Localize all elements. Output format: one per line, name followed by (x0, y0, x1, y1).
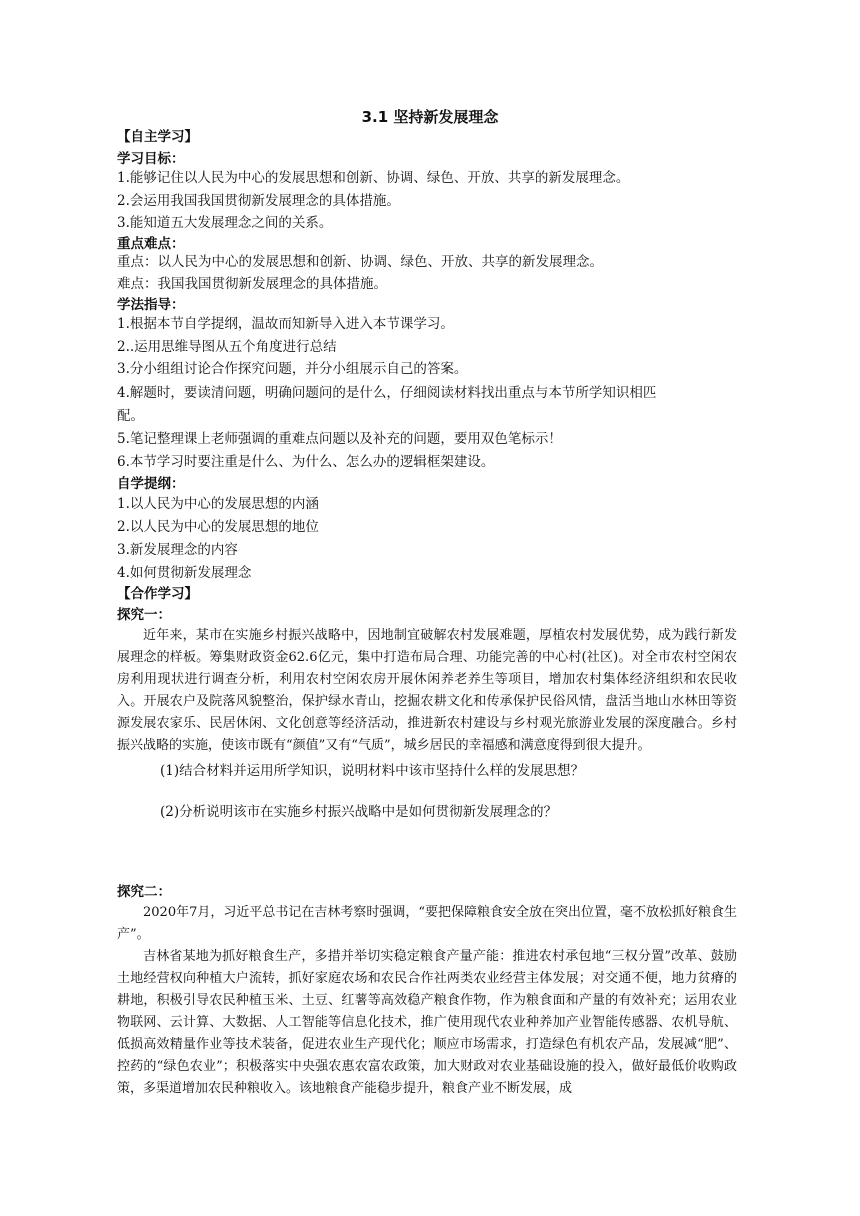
goal-item: 2.会运用我国我国贯彻新发展理念的具体措施。 (117, 193, 400, 209)
outline-heading: 自学提纲： (117, 476, 185, 492)
inquiry-two-paragraph-1: 2020年7月，习近平总书记在吉林考察时强调，“要把保障粮食安全放在突出位置，毫不放松抓好粮食生产”。 (117, 905, 738, 942)
inquiry-one-material (117, 625, 737, 757)
key-points-heading: 重点难点： (117, 236, 185, 252)
difficult-point: 难点：我国我国贯彻新发展理念的具体措施。 (117, 276, 387, 292)
method-item: 6.本节学习时要注重是什么、为什么、怎么办的逻辑框架建设。 (117, 454, 495, 470)
goal-item: 1.能够记住以人民为中心的发展思想和创新、协调、绿色、开放、共享的新发展理念。 (117, 170, 630, 186)
outline-item: 2.以人民为中心的发展思想的地位 (117, 519, 319, 535)
methods-heading: 学法指导： (117, 297, 185, 313)
section-cooperative-study: 【合作学习】 (117, 586, 198, 602)
goal-item: 3.能知道五大发展理念之间的关系。 (117, 215, 333, 231)
method-item: 3.分小组组讨论合作探究问题，并分小组展示自己的答案。 (117, 361, 468, 377)
inquiry-one-question-2: (2)分析说明该市在实施乡村振兴战略中是如何贯彻新发展理念的？ (160, 804, 558, 820)
inquiry-two-heading: 探究二： (117, 884, 171, 900)
inquiry-one-paragraph: 近年来，某市在实施乡村振兴战略中，因地制宜破解农村发展难题，厚植农村发展优势，成为践行新发展理念的样板。筹集财政资金62.6亿元，集中打造布局合理、功能完善的中心村(社区)。对全市农村空闲农房利用现状进行调查分析，利用农村空闲农房开展休闲养老养生等项目，增加农村集体经济组织和农民收入。开展农户及院落风貌整治，保护绿水青山，挖掘农耕文化和传承保护民俗风情，盘活当地山水林田等资源发展农家乐、民居休闲、文化创意等经济活动，推进新农村建设与乡村观光旅游业发展的深度融合。乡村振兴战略的实施，使该市既有“颜值”又有“气质”，城乡居民的幸福感和满意度得到很大提升。 (117, 628, 737, 753)
inquiry-one-question-1: (1)结合材料并运用所学知识，说明材料中该市坚持什么样的发展思想？ (160, 763, 585, 779)
method-item: 1.根据本节自学提纲，温故而知新导入进入本节课学习。 (117, 316, 454, 332)
section-self-study: 【自主学习】 (117, 129, 198, 145)
method-item: 2..运用思维导图从五个角度进行总结 (117, 339, 337, 355)
outline-item: 4.如何贯彻新发展理念 (117, 565, 252, 581)
inquiry-two-material (117, 902, 737, 1100)
method-item: 配。 (117, 408, 144, 424)
inquiry-two-paragraph-2: 吉林省某地为抓好粮食生产，多措并举切实稳定粮食产量产能：推进农村承包地“三权分置”改革、鼓励土地经营权向种植大户流转，抓好家庭农场和农民合作社两类农业经营主体发展；对交通不便，地力贫瘠的耕地，积极引导农民种植玉米、土豆、红薯等高效稳产粮食作物，作为粮食面和产量的有效补充；运用农业物联网、云计算、大数据、人工智能等信息化技术，推广使用现代农业种养加产业智能传感器、农机导航、低损高效精量作业等技术装备，促进农业生产现代化；顺应市场需求，打造绿色有机农产品，发展减“肥”、控药的“绿色农业”；积极落实中央强农惠农富农政策，加大财政对农业基础设施的投入，做好最低价收购政策，多渠道增加农民种粮收入。该地粮食产能稳步提升，粮食产业不断发展，成 (117, 949, 737, 1096)
goals-heading: 学习目标： (117, 151, 185, 167)
method-item: 5.笔记整理课上老师强调的重难点问题以及补充的问题，要用双色笔标示！ (117, 431, 562, 447)
outline-item: 3.新发展理念的内容 (117, 542, 238, 558)
page-title: 3.1 坚持新发展理念 (361, 108, 499, 126)
key-point: 重点：以人民为中心的发展思想和创新、协调、绿色、开放、共享的新发展理念。 (117, 254, 603, 270)
method-item: 4.解题时，要读清问题，明确问题问的是什么，仔细阅读材料找出重点与本节所学知识相匹 (117, 385, 657, 401)
outline-item: 1.以人民为中心的发展思想的内涵 (117, 496, 319, 512)
inquiry-one-heading: 探究一： (117, 607, 171, 623)
